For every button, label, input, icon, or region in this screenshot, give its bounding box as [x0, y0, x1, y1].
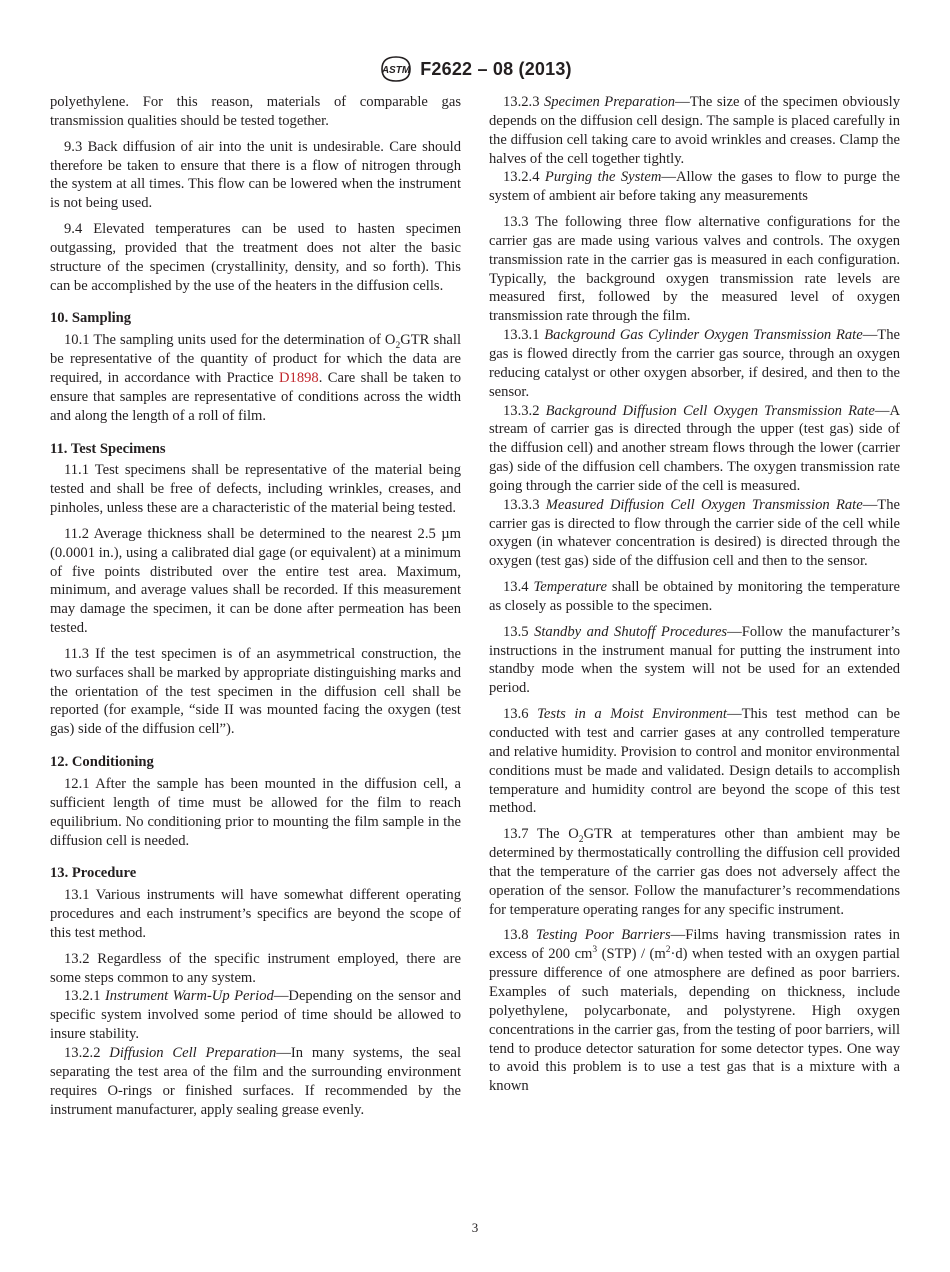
page-header — [0, 54, 950, 84]
italic-title: Background Diffusion Cell Oxygen Transmission Rate — [545, 402, 875, 419]
italic-title: Tests in a Moist Environment — [537, 706, 727, 723]
text-run: shall be obtained by monitoring the temperature as closely as possible to the specimen. — [489, 579, 900, 614]
italic-title: Testing Poor Barriers — [535, 927, 671, 944]
subscript: 2 — [395, 341, 401, 352]
svg-text:ASTM: ASTM — [382, 65, 411, 76]
text-run: After the sample has been mounted in the diffusion cell, a sufficient length of time must be allowed for the film to reach equilibrium. No conditioning prior to mounting the film sample in the diffusion cell is needed. — [50, 776, 461, 849]
italic-title: Standby and Shutoff Procedures — [534, 623, 728, 640]
paragraph — [489, 213, 900, 326]
text-run: polyethylene. For this reason, materials of comparable gas transmission qualities should be tested together. — [50, 94, 461, 129]
paragraph — [50, 93, 461, 131]
paragraph-number: 13.2.1 — [64, 988, 101, 1005]
paragraph-number: 13.2.2 — [64, 1044, 101, 1061]
italic-title: Specimen Preparation — [543, 94, 676, 110]
text-run: —Depending on the sensor and specific system involved some period of time should be allowed to insure stability. — [50, 988, 461, 1043]
superscript: 2 — [665, 945, 671, 956]
paragraph-number: 13.3.3 — [503, 496, 540, 513]
paragraph — [50, 331, 461, 425]
paragraph — [50, 461, 461, 518]
paragraph-number: 13.7 — [503, 826, 529, 843]
paragraph — [50, 987, 461, 1044]
paragraph — [50, 1044, 461, 1119]
paragraph — [50, 220, 461, 295]
paragraph — [489, 326, 900, 401]
text-run: —A stream of carrier gas is directed through the upper (test gas) side of the diffusion cell) and another stream flows through the lower (carrier gas) side of the diffusion cell chambers. The oxygen transmission rate going through the carrier side of the cell is measured. — [489, 402, 900, 494]
standard-link[interactable]: D1898 — [278, 369, 319, 386]
text-run: GTR at temperatures other than ambient may be determined by thermostatically controlling the diffusion cell provided that the temperature of the carrier gas does not adversely affect the operation of the sensor. Follow the manufacturer’s recommendations for temperature operating ranges for any specific instrument. — [489, 826, 900, 918]
paragraph-number: 12.1 — [64, 776, 90, 792]
italic-title: Diffusion Cell Preparation — [109, 1044, 277, 1061]
section-heading: 10. Sampling — [50, 310, 132, 327]
text-run: —Allow the gases to flow to purge the system of ambient air before taking any measurements — [489, 169, 900, 205]
text-run: The sampling units used for the determination of O — [93, 332, 396, 349]
left-column — [50, 93, 461, 1119]
paragraph — [50, 645, 461, 739]
italic-title: Background Gas Cylinder Oxygen Transmission Rate — [544, 327, 863, 344]
paragraph-number: 13.2.4 — [503, 169, 540, 186]
paragraph-number: 11.1 — [64, 462, 89, 479]
paragraph-number: 13.1 — [64, 887, 90, 904]
page-number: 3 — [471, 1220, 479, 1235]
paragraph — [489, 705, 900, 818]
text-run: . Care shall be taken to ensure that samples are representative of conditions across the width and along the length of a roll of film. — [50, 369, 462, 424]
text-run: The following three flow alternative configurations for the carrier gas are made using various valves and controls. The oxygen transmission rate in the carrier gas is measured in each configuration. Typically, the background oxygen transmission rate levels are measured first, followed by the measured level of oxygen transmission rate through the film. — [489, 214, 901, 325]
paragraph — [489, 578, 900, 616]
text-run: ·d) when tested with an oxygen partial pressure difference of one atmosphere are defined as poor barriers. Examples of such materials, depending on thickness, include polyethylene, polycarbonate, and polystyrene. High oxygen concentrations in the carrier gas, from the testing of poor barriers, will tend to produce detector saturation for some detector types. One way to avoid this problem is to use a test gas that is a mixture with a known — [489, 946, 900, 1095]
paragraph-number: 13.3.2 — [503, 402, 540, 419]
text-run: —Films having transmission rates in excess of 200 cm — [489, 927, 900, 963]
paragraph-number: 13.4 — [503, 579, 529, 596]
subscript: 2 — [578, 835, 584, 846]
text-run: If the test specimen is of an asymmetrical construction, the two surfaces shall be marked by appropriate distinguishing marks and the orientation of the test specimen in the diffusion cell shall be reported (for example, “side II was mounted facing the oxygen (test gas) side of the diffusion cell”). — [50, 645, 461, 738]
text-run: Average thickness shall be determined to the nearest 2.5 µm (0.0001 in.), using a calibrated dial gage (or equivalent) at a minimum of five points distributed over the entire test area. Maximum, minimum, and average values shall be recorded. If this measurement may damage the specimen, it can be done after permeation has been tested. — [50, 525, 462, 637]
paragraph-number: 13.6 — [503, 706, 529, 723]
paragraph — [489, 623, 900, 698]
paragraph-number: 13.3.1 — [503, 327, 540, 344]
paragraph — [489, 496, 900, 571]
paragraph — [50, 525, 461, 638]
text-run: —The gas is flowed directly from the carrier gas source, through an oxygen reducing catalyst or other oxygen absorber, if desired, and then to the sensor. — [489, 327, 900, 400]
paragraph — [489, 825, 900, 919]
text-run: GTR shall be representative of the quantity of product for which the data are required, in accordance with Practice — [50, 332, 461, 386]
paragraph — [489, 926, 900, 1096]
text-run: (STP) / (m — [597, 946, 666, 963]
paragraph — [489, 168, 900, 206]
paragraph-number: 13.5 — [503, 623, 529, 640]
paragraph — [489, 93, 900, 168]
section-heading: 12. Conditioning — [50, 754, 154, 771]
paragraph — [50, 950, 461, 988]
italic-title: Instrument Warm-Up Period — [104, 988, 274, 1005]
paragraph-number: 11.2 — [64, 525, 89, 542]
paragraph-number: 13.2.3 — [503, 94, 540, 110]
superscript: 3 — [592, 945, 598, 956]
astm-logo-icon — [378, 54, 414, 84]
document-id: F2622 – 08 (2013) — [420, 58, 572, 79]
text-run: Regardless of the specific instrument employed, there are some steps common to any system. — [50, 950, 461, 986]
italic-title: Measured Diffusion Cell Oxygen Transmission Rate — [545, 496, 863, 513]
text-run: —The size of the specimen obviously depends on the diffusion cell design. The sample is placed carefully in the diffusion cell taking care to avoid wrinkles and creases. Clamp the halves of the cell together tightly. — [489, 94, 900, 167]
text-run: —The carrier gas is directed to flow through the carrier side of the cell while oxygen (in whatever concentration is desired) is directed through the oxygen (test gas) side of the diffusion cell and then to the sensor. — [489, 496, 900, 570]
italic-title: Temperature — [533, 579, 607, 596]
text-run: Various instruments will have somewhat different operating procedures and each instrument’s specifics are beyond the scope of this test method. — [50, 887, 462, 941]
paragraph — [50, 138, 461, 213]
text-run: —In many systems, the seal separating the test area of the film and the surrounding environment requires O-rings or finished surfaces. If recommended by the instrument manufacturer, apply sealing grease evenly. — [50, 1044, 462, 1118]
paragraph-number: 13.3 — [503, 214, 529, 231]
text-run: The O — [536, 826, 579, 843]
text-run: Test specimens shall be representative of the material being tested and shall be free of defects, including wrinkles, creases, and pinholes, unless these are a characteristic of the material being tested. — [50, 462, 461, 517]
paragraph-number: 13.8 — [503, 927, 529, 944]
section-heading: 13. Procedure — [50, 865, 137, 882]
paragraph-number: 9.4 — [64, 221, 83, 238]
right-column — [489, 93, 900, 1096]
paragraph — [50, 886, 461, 943]
paragraph-number: 9.3 — [64, 138, 83, 155]
text-run: —Follow the manufacturer’s instructions in the instrument manual for putting the instrument into standby mode when the system will not be used for an extended period. — [489, 623, 900, 697]
text-run: —This test method can be conducted with test and carrier gases at any controlled temperature and relative humidity. Provision to control and monitor environmental conditions must be made and validated. Design details to accomplish temperature and humidity control are beyond the scope of this test method. — [489, 706, 901, 817]
italic-title: Purging the System — [544, 169, 662, 186]
paragraph-number: 11.3 — [64, 645, 89, 662]
paragraph-number: 10.1 — [64, 332, 90, 349]
section-heading: 11. Test Specimens — [50, 440, 166, 457]
text-run: Elevated temperatures can be used to hasten specimen outgassing, provided that the treatment does not alter the basic structure of the specimen (crystallinity, density, and so forth). This can be accomplished by the use of the heaters in the diffusion cells. — [50, 221, 461, 294]
paragraph — [489, 402, 900, 496]
text-run: Back diffusion of air into the unit is undesirable. Care should therefore be taken to ensure that there is a flow of nitrogen through the system at all times. This flow can be lowered when the instrument is not being used. — [50, 138, 461, 212]
paragraph-number: 13.2 — [64, 950, 90, 967]
paragraph — [50, 775, 461, 850]
